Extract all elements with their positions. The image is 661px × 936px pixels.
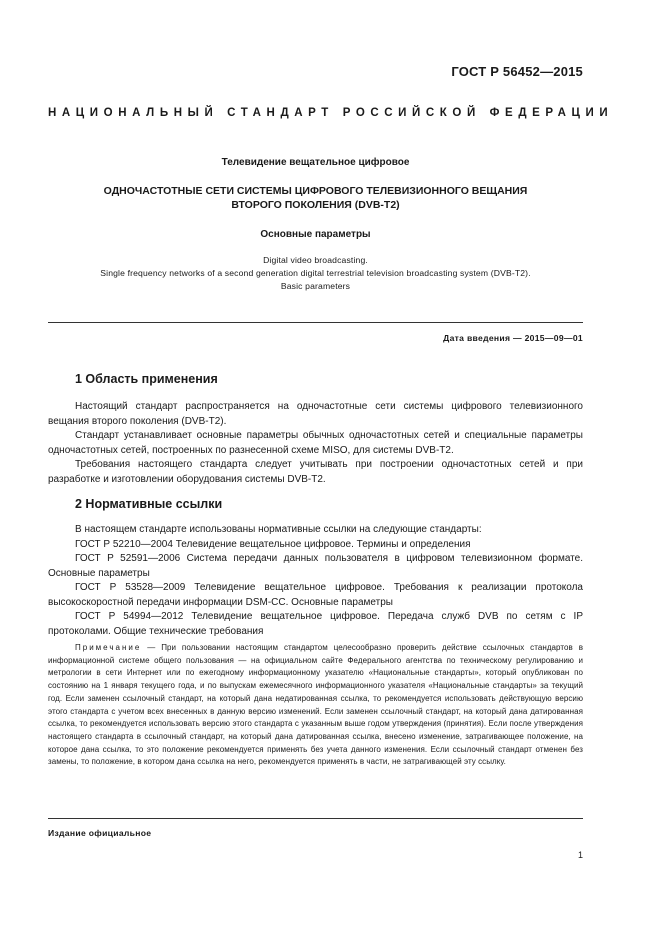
footer-divider <box>48 818 583 819</box>
note-label: Примечание <box>75 643 142 652</box>
section-1-body <box>48 400 583 487</box>
document-title-line2: ВТОРОГО ПОКОЛЕНИЯ (DVB-T2) <box>231 199 400 211</box>
section-1-paragraph: Настоящий стандарт распространяется на одночастотные сети системы цифрового телевизионного вещания второго поколения (DVB-T2). <box>48 401 583 427</box>
reference-note <box>48 642 583 769</box>
reference-item: ГОСТ Р 54994—2012 Телевидение вещательное цифровое. Передача служб DVB по сетям с IP протоколами. Общие технические требования <box>48 611 583 637</box>
reference-item: ГОСТ Р 52591—2006 Система передачи данных пользователя в цифровом телевизионном формате. Основные параметры <box>48 553 583 579</box>
reference-item: ГОСТ Р 52210—2004 Телевидение вещательное цифровое. Термины и определения <box>75 538 471 550</box>
page-number: 1 <box>577 850 583 860</box>
reference-item: ГОСТ Р 53528—2009 Телевидение вещательное цифровое. Требования к реализации протокола высокоскоростной передачи информации DSM-CC. Основные параметры <box>48 582 583 608</box>
document-topic: Телевидение вещательное цифровое <box>221 157 410 168</box>
english-title-line3: Basic parameters <box>280 281 351 291</box>
note-text: — При пользовании настоящим стандартом целесообразно проверить действие ссылочных стандартов в информационной системе общего пользования — на официальном сайте Федерального агентства по техническому регулированию и метрологии в сети Интернет или по ежегодному информационному указателю «Национальные стандарты», который опубликован по состоянию на 1 января текущего года, и по выпускам ежемесячного информационного указателя «Национальные стандарты» за текущий год. Если заменен ссылочный стандарт, на который дана недатированная ссылка, то рекомендуется использовать действующую версию этого стандарта с учетом всех внесенных в данную версию изменений. Если заменен ссылочный стандарт, на который дана датированная ссылка, то рекомендуется использовать версию этого стандарта с указанным выше годом утверждения (принятия). Если после утверждения настоящего стандарта в ссылочный стандарт, на который дана датированная ссылка, внесено изменение, затрагивающее положение, на которое дана ссылка, то это положение рекомендуется применять без учета данного изменения. Если ссылочный стандарт отменен без замены, то положение, в котором дана ссылка на него, рекомендуется применять в части, не затрагивающей эту ссылку. <box>48 643 583 767</box>
section-2-body <box>48 523 583 639</box>
section-2-heading: 2 Нормативные ссылки <box>75 497 223 511</box>
section-1-paragraph: Стандарт устанавливает основные параметры обычных одночастотных сетей и специальные параметры одночастотных сетей, построенных по разнесенной схеме MISO, для системы DVB-T2. <box>48 430 583 456</box>
english-title <box>48 254 583 293</box>
section-1-paragraph: Требования настоящего стандарта следует учитывать при построении одночастотных сетей и при разработке и изготовлении оборудования системы DVB-T2. <box>48 459 583 485</box>
document-title <box>48 184 583 212</box>
standard-number: ГОСТ Р 56452—2015 <box>451 64 583 79</box>
document-subtitle: Основные параметры <box>260 229 371 240</box>
english-title-line1: Digital video broadcasting. <box>263 255 368 265</box>
document-title-line1: ОДНОЧАСТОТНЫЕ СЕТИ СИСТЕМЫ ЦИФРОВОГО ТЕЛЕВИЗИОННОГО ВЕЩАНИЯ <box>103 185 528 197</box>
section-1-heading: 1 Область применения <box>75 372 218 386</box>
header-divider <box>48 322 583 323</box>
introduction-date: Дата введения — 2015—09—01 <box>443 333 583 343</box>
official-edition-label: Издание официальное <box>48 828 152 838</box>
english-title-line2: Single frequency networks of a second generation digital terrestrial television broadcasting system (DVB-T2). <box>100 268 531 278</box>
national-standard-banner: НАЦИОНАЛЬНЫЙ СТАНДАРТ РОССИЙСКОЙ ФЕДЕРАЦИИ <box>48 107 614 119</box>
section-2-paragraph: В настоящем стандарте использованы нормативные ссылки на следующие стандарты: <box>75 524 482 535</box>
